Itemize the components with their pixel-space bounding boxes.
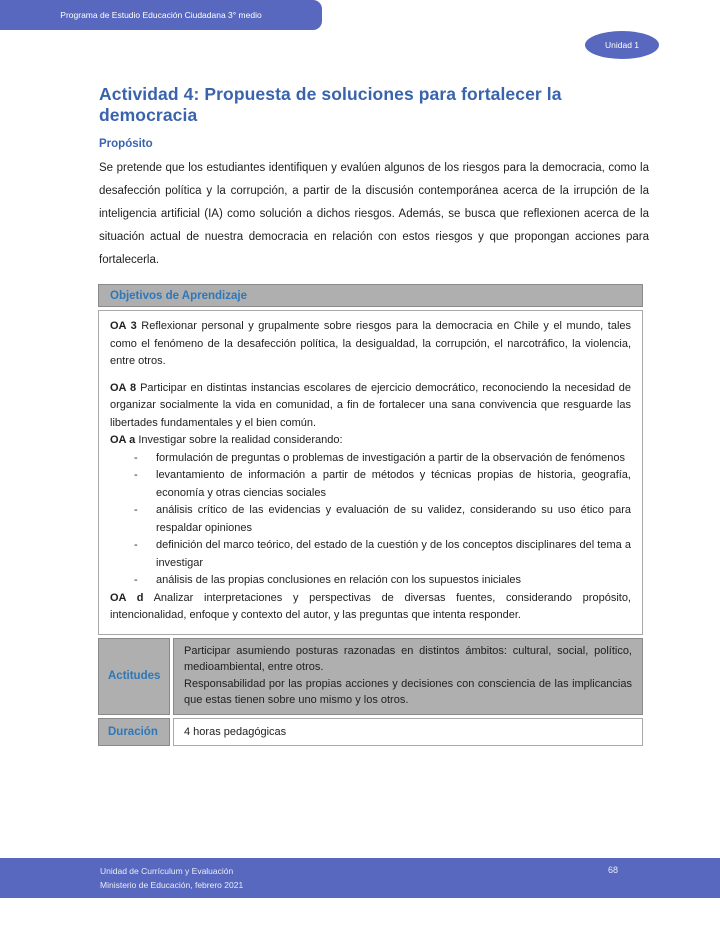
bullet-dash: - — [134, 451, 138, 464]
oa3-paragraph — [110, 318, 631, 371]
list-item — [110, 537, 631, 572]
bullet-text: análisis de las propias conclusiones en relación con los supuestos iniciales — [156, 574, 522, 586]
list-item — [110, 572, 631, 590]
objectives-table-content — [98, 310, 643, 635]
oa3-label: OA 3 — [110, 320, 137, 332]
oa8-label: OA 8 — [110, 381, 137, 394]
oa3-text: Reflexionar personal y grupalmente sobre riesgos para la democracia en Chile y el mundo, tales como el fenómeno de la desafección política, la desigualdad, la corrupción, el narcotráfico, la violencia, entre otros. — [110, 320, 631, 367]
bullet-dash: - — [134, 469, 138, 481]
actitudes-line: Responsabilidad por las propias acciones y decisiones con consciencia de las implicancias que estas tienen sobre uno mismo y los otros. — [184, 677, 632, 706]
objectives-table-header: Objetivos de Aprendizaje — [98, 284, 643, 307]
duracion-label: Duración — [98, 718, 170, 747]
actitudes-label: Actitudes — [98, 638, 170, 715]
bullet-dash: - — [134, 504, 138, 516]
unit-badge: Unidad 1 — [585, 31, 659, 59]
oa8-text: Participar en distintas instancias escolares de ejercicio democrático, reconociendo la necesidad de organizar socialmente la vida en comunidad, a fin de fortalecer una sana convivencia que resguarde las libertades fundamentales y el bien común. — [110, 381, 632, 429]
objectives-table — [98, 284, 643, 746]
oad-label: OA d — [110, 591, 144, 604]
bullet-text: formulación de preguntas o problemas de investigación a partir de la observación de fenómenos — [156, 451, 626, 464]
oaa-text: Investigar sobre la realidad considerando: — [135, 434, 343, 446]
bullet-dash: - — [134, 574, 138, 586]
oaa-label: OA a — [110, 434, 136, 446]
bullet-text: levantamiento de información a partir de métodos y técnicas propias de historia, geografía, economía y otras ciencias sociales — [156, 469, 631, 499]
list-item — [110, 502, 631, 537]
actitudes-content — [173, 638, 643, 715]
proposito-paragraph: Se pretende que los estudiantes identifiquen y evalúen algunos de los riesgos para la democracia, como la desafección política y la corrupción, a partir de la discusión contemporánea acerca de la irrupción de la inteligencia artificial (IA) como solución a dichos riesgos. Además, se busca que reflexionen acerca de la situación actual de nuestra democracia en relación con estos riesgos y que propongan acciones para fortalecerla. — [99, 162, 649, 266]
proposito-heading: Propósito — [99, 138, 153, 150]
footer-line-2: Ministerio de Educación, febrero 2021 — [100, 880, 244, 890]
footer-line-1: Unidad de Currículum y Evaluación — [100, 866, 234, 876]
list-item — [110, 467, 631, 502]
paragraph-spacer — [110, 371, 631, 380]
oad-text: Analizar interpretaciones y perspectivas de diversas fuentes, considerando propósito, intencionalidad, enfoque y contexto del autor, y las preguntas que intenta responder. — [110, 591, 631, 621]
page-number: 68 — [608, 865, 619, 875]
activity-title: Actividad 4: Propuesta de soluciones para fortalecer la democracia — [99, 84, 562, 125]
list-item — [110, 450, 631, 468]
oad-paragraph — [110, 590, 631, 625]
actitudes-line: Participar asumiendo posturas razonadas en distintos ámbitos: cultural, social, político, medioambiental, entre otros. — [184, 644, 632, 673]
bullet-text: definición del marco teórico, del estado de la cuestión y de los conceptos disciplinares del tema a investigar — [156, 539, 631, 569]
bullet-text: análisis crítico de las evidencias y evaluación de su validez, considerando su uso ético para respaldar opiniones — [156, 504, 631, 534]
actitudes-row — [98, 638, 643, 715]
duracion-row — [98, 718, 643, 747]
footer-text — [100, 864, 243, 892]
oaa-paragraph — [110, 432, 631, 450]
program-badge: Programa de Estudio Educación Ciudadana 3° medio — [0, 0, 322, 30]
oa8-paragraph — [110, 380, 631, 433]
duracion-value: 4 horas pedagógicas — [173, 718, 643, 747]
bullet-dash: - — [134, 539, 138, 551]
page-footer — [0, 858, 720, 898]
